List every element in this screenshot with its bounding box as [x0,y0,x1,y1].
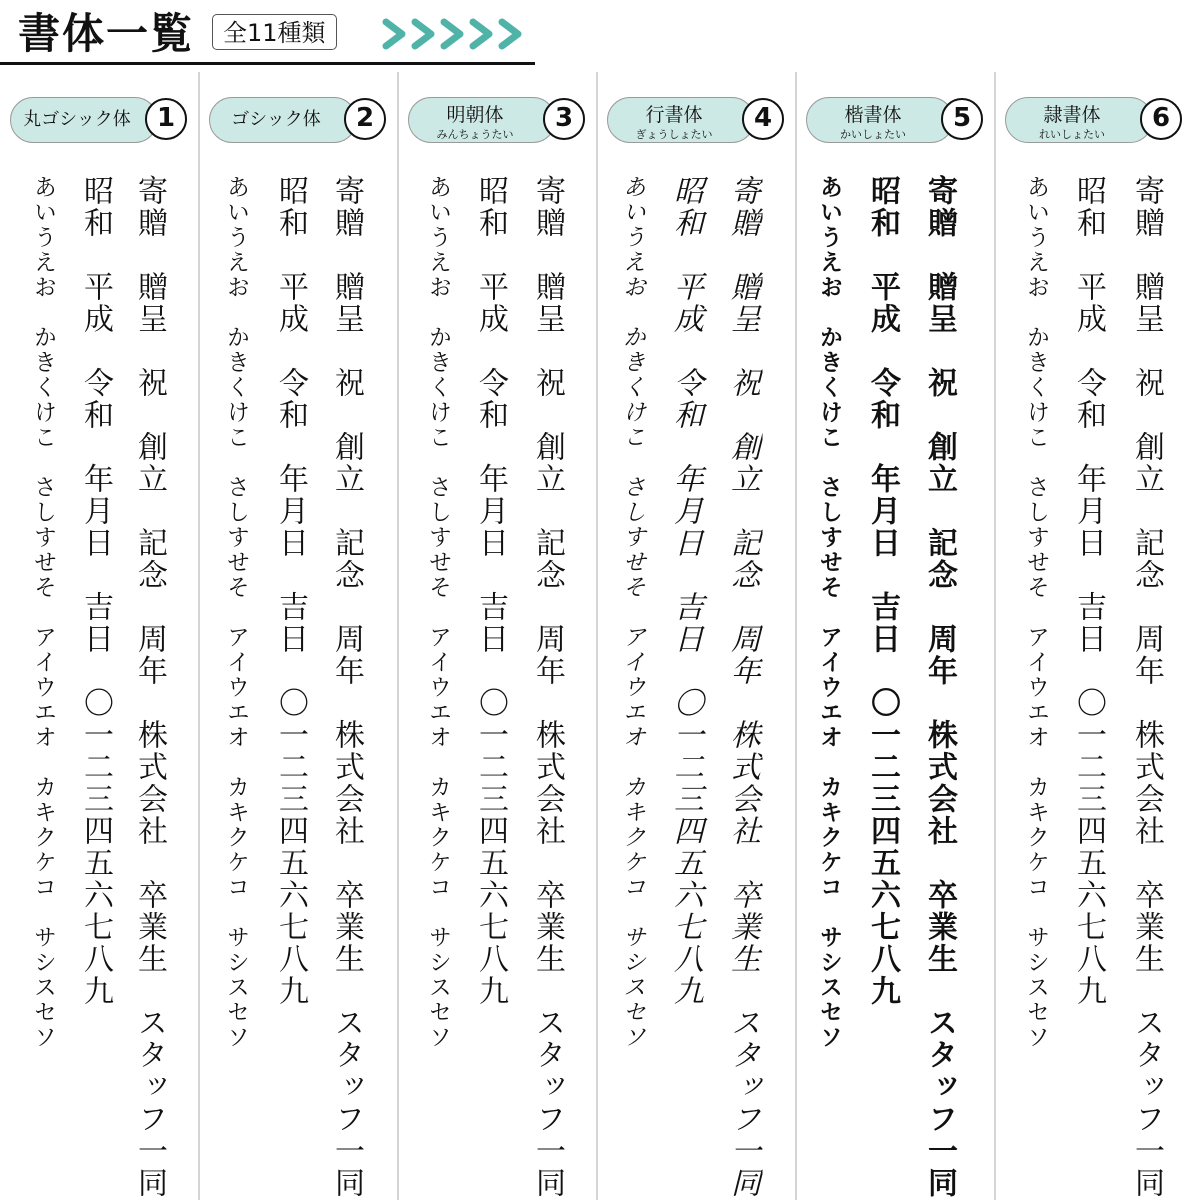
sample-text-left: あいうえお かきくけこ さしすせそ アイウエオ カキクケコ サシスセソ [30,175,56,1050]
font-number-badge: 2 [344,98,386,140]
font-reading: みんちょうたい [436,128,514,141]
sample-text-right: 寄贈 贈呈 祝 創立 記念 周年 株式会社 卒業生 スタッフ一同 [330,175,363,1199]
font-name: 明朝体 [446,104,504,126]
sample-text-middle: 昭和 平成 令和 年月日 吉日 〇一二三四五六七八九 [78,175,113,1007]
sample-text-middle: 昭和 平成 令和 年月日 吉日 〇一二三四五六七八九 [1072,175,1105,1007]
sample-text-left: あいうえお かきくけこ さしすせそ アイウエオ カキクケコ サシスセソ [816,175,843,1050]
sample-text-right: 寄贈 贈呈 祝 創立 記念 周年 株式会社 卒業生 スタッフ一同 [530,175,565,1199]
font-name: 丸ゴシック体 [23,109,131,130]
font-name: 楷書体 [844,104,902,126]
font-name-label [209,97,357,143]
chevron-arrows-icon [382,16,542,52]
title-underline [0,62,535,65]
chevron-icon [415,22,431,46]
chevron-icon [502,22,518,46]
font-name-label [806,97,954,143]
font-column-mincho [398,95,596,1200]
chevron-icon [386,22,402,46]
font-reading: れいしょたい [1039,128,1105,141]
sample-text-left: あいうえお かきくけこ さしすせそ アイウエオ カキクケコ サシスセソ [224,175,250,1050]
font-column-reisho [995,95,1193,1200]
font-reading: かいしょたい [840,128,906,141]
font-number-badge: 4 [742,98,784,140]
font-reading: ぎょうしょたい [635,128,713,141]
sample-text-middle: 昭和 平成 令和 年月日 吉日 〇一二三四五六七八九 [865,175,900,1007]
font-column-gothic [199,95,397,1200]
sample-text-right: 寄贈 贈呈 祝 創立 記念 周年 株式会社 卒業生 スタッフ一同 [132,175,167,1199]
sample-text-right: 寄贈 贈呈 祝 創立 記念 周年 株式会社 卒業生 スタッフ一同 [922,175,957,1199]
font-name: 隷書体 [1043,104,1101,126]
font-name-label [607,97,755,143]
count-badge: 全11種類 [212,14,337,50]
font-number-badge: 3 [543,98,585,140]
sample-text-right: 寄贈 贈呈 祝 創立 記念 周年 株式会社 卒業生 スタッフ一同 [726,175,759,1199]
sample-text-left: あいうえお かきくけこ さしすせそ アイウエオ カキクケコ サシスセソ [620,175,645,1050]
sample-text-left: あいうえお かきくけこ さしすせそ アイウエオ カキクケコ サシスセソ [425,175,451,1050]
header [0,0,1200,70]
font-column-gyosho [597,95,795,1200]
chevron-icon [473,22,489,46]
sample-text-left: あいうえお かきくけこ さしすせそ アイウエオ カキクケコ サシスセソ [1024,175,1049,1050]
font-name-label [1005,97,1153,143]
font-name-label [408,97,556,143]
font-number-badge: 1 [145,98,187,140]
font-column-maru-gothic [0,95,198,1200]
sample-text-middle: 昭和 平成 令和 年月日 吉日 〇一二三四五六七八九 [473,175,508,1007]
font-name: ゴシック体 [231,109,321,130]
chevron-icon [444,22,460,46]
font-column-kaisho [796,95,994,1200]
sample-text-middle: 昭和 平成 令和 年月日 吉日 〇一二三四五六七八九 [274,175,307,1007]
page-title: 書体一覧 [18,9,195,58]
sample-text-middle: 昭和 平成 令和 年月日 吉日 〇一二三四五六七八九 [669,175,702,1007]
sample-text-right: 寄贈 贈呈 祝 創立 記念 周年 株式会社 卒業生 スタッフ一同 [1130,175,1163,1199]
font-number-badge: 5 [941,98,983,140]
font-name: 行書体 [645,104,703,126]
font-name-label [10,97,158,143]
font-number-badge: 6 [1140,98,1182,140]
